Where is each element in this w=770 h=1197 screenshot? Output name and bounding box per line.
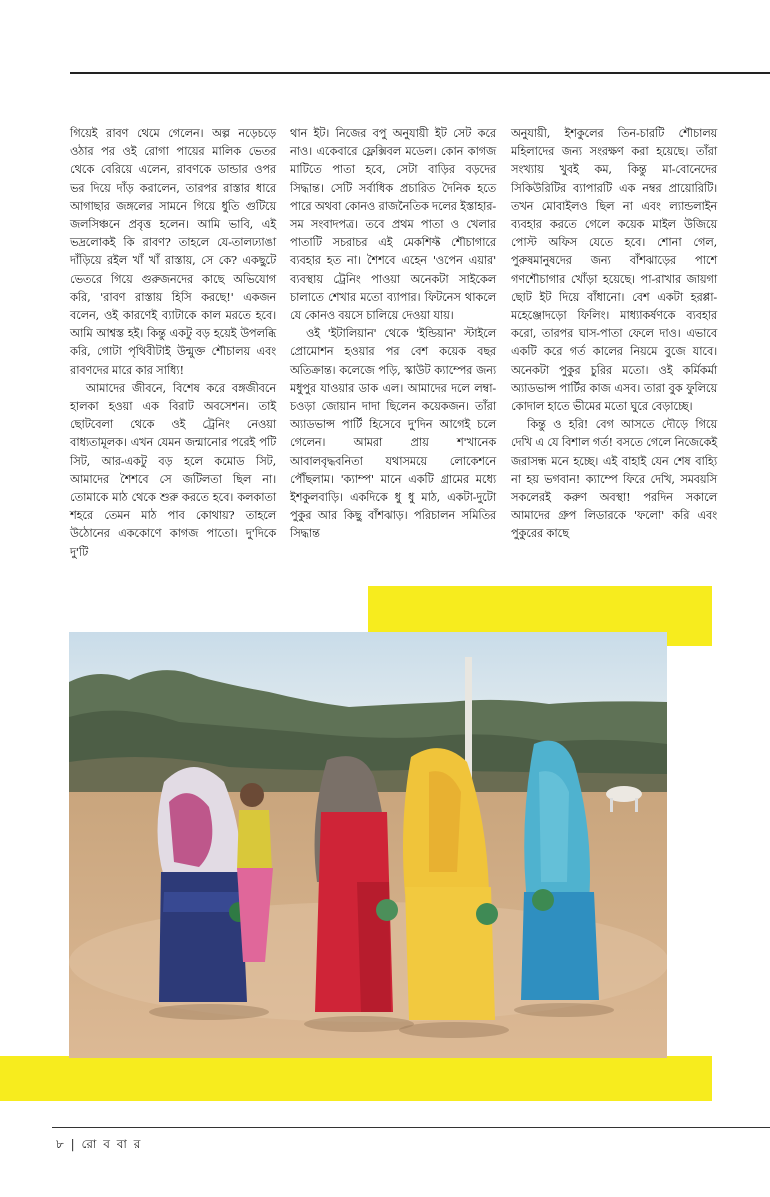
text-column-1 — [70, 124, 276, 561]
paragraph: থান ইট। নিজের বপু অনুযায়ী ইট সেট করে নাও। একেবারে ফ্লেক্সিবল মডেল। কোন কাগজ মাটিতে পাতা হবে, সেটা বাড়ির বড়দের সিদ্ধান্ত। সেটি সর্বাধিক প্রচারিত দৈনিক হতে পারে অথবা কোনও রাজনৈতিক দলের ইস্তাহার-সম সংবাদপত্র। তবে প্রথম পাতা ও খেলার পাতাটি সচরাচর এই মেকশিফ্ট শৌচাগারে ব্যবহার হত না। শৈশবে এহেন 'ওপেন এয়ার' ব্যবস্থায় ট্রেনিং পাওয়া অনেকটা সাইকেল চালাতে শেখার মতো ব্যাপার। ফিটনেস থাকলে যে কোনও বয়সে চালিয়ে দেওয়া যায়। — [290, 126, 496, 323]
paragraph: ওই 'ইটালিয়ান' থেকে 'ইন্ডিয়ান' স্টাইলে প্রোমোশন হওয়ার পর বেশ কয়েক বছর অতিক্রান্ত। কলেজে পড়ি, স্কাউট ক্যাম্পের জন্য মধুপুর যাওয়ার ডাক এল। আমাদের দলে লম্বা-চওড়া জোয়ান দাদা ছিলেন কয়েকজন। তাঁরা অ্যাডভান্স পার্টি হিসেবে দু'দিন আগেই চলে গেলেন। আমরা প্রায় শ'খানেক আবালবৃদ্ধবনিতা যথাসময়ে লোকেশনে পৌঁছলাম। 'ক্যাম্প' মানে একটি গ্রামের মধ্যে ইশকুলবাড়ি। একদিকে ধু ধু মাঠ, একটা-দুটো পুকুর আর কিছু বাঁশঝাড়। পরিচালন সমিতির সিদ্ধান্ত — [290, 326, 496, 541]
paragraph: আমাদের জীবনে, বিশেষ করে বঙ্গজীবনে হালকা হওয়া এক বিরাট অবসেশন। তাই ছোটবেলা থেকে ওই ট্রেনিং নেওয়া বাধ্যতামূলক। এখন যেমন জন্মানোর পরেই পটি সিট, আর-একটু বড় হলে কমোড সিট, আমাদের শৈশবে সে জটিলতা ছিল না। তোমাকে মাঠ থেকে শুরু করতে হবে। কলকাতা শহরে তেমন মাঠ পাব কোথায়? তাহলে উঠোনের এককোণে কাগজ পাতো। দু'দিকে দু'টি — [70, 380, 276, 559]
page-folio: ৮ | রো ব বা র — [56, 1137, 142, 1151]
paragraph: অনুযায়ী, ইশকুলের তিন-চারটি শৌচালয় মহিলাদের জন্য সংরক্ষণ করা হয়েছে। তাঁরা সংখ্যায় খুবই কম, কিন্তু মা-বোনেদের সিকিউরিটির ব্যাপারটি এক নম্বর প্রায়োরিটি। তখন মোবাইলও ছিল না এবং ল্যান্ডলাইন ব্যবহার করতে গেলে কয়েক মাইল উজিয়ে পোস্ট অফিস যেতে হবে। শোনা গেল, পুরুষমানুষদের জন্য বাঁশঝাড়ের পাশে গণশৌচাগার খোঁড়া হয়েছে। পা-রাখার জায়গা ছোট ইট দিয়ে বাঁধানো। বেশ একটা হরপ্পা-মহেঞ্জোদড়ো ফিলিং। মাধ্যাকর্ষণকে ব্যবহার করো, তারপর ঘাস-পাতা ফেলে দাও। এভাবে একটি করে গর্ত কালের নিয়মে বুজে যাবে। অনেকটা পুকুর চুরির মতো। ওই কর্মিকর্মা অ্যাডভান্স পার্টির কাজ এসব। তারা বুক ফুলিয়ে কোদাল হাতে ভীমের মতো ঘুরে বেড়াচ্ছে। — [511, 126, 717, 414]
yellow-accent-band — [0, 1056, 712, 1101]
paragraph: কিন্তু ও হরি! বেগ আসতে দৌড়ে গিয়ে দেখি এ যে বিশাল গর্ত! বসতে গেলে নিজেকেই জরাসন্ধ মনে হচ্ছে। এই বাহাই যেন শেষ বাহ্যি না হয় ভগবান! ক্যাম্পে ফিরে দেখি, সমবয়সি সকলেরই করুণ অবস্থা! পরদিন সকালে আমাদের গ্রুপ লিডারকে 'ফলো' করি এবং পুকুরের কাছে — [511, 417, 717, 541]
paragraph: গিয়েই রাবণ থেমে গেলেন। অল্প নড়েচড়ে ওঠার পর ওই রোগা পায়ের মালিক ভেতর থেকে বেরিয়ে এলেন, রাবণকে ডান্ডার ওপর ভর দিয়ে দাঁড় করালেন, তারপর রাস্তার ধারে আগাছার জঙ্গলের সামনে গিয়ে ধুতি গুটিয়ে জলসিঞ্চনে প্রবৃত্ত হলেন। আমি ভাবি, এই ভদ্রলোকই কি রাবণ? তাহলে যে-তালঢ্যাঙা দাঁড়িয়ে রইল খাঁ খাঁ রাস্তায়, সে কে? একছুটে ভেতরে গিয়ে গুরুজনদের কাছে অভিযোগ করি, 'রাবণ রাস্তায় হিসি করছে!' একজন বলেন, ওই কারণেই ব্যাটাকে কাল মরতে হবে। আমি আশ্বস্ত হই। কিন্তু একটু বড় হয়েই উপলব্ধি করি, গোটা পৃথিবীটাই উন্মুক্ত শৌচালয় এবং রাবণদের মারে কার সাধ্যি! — [70, 126, 276, 377]
article-photo — [69, 632, 667, 1058]
text-column-3 — [511, 124, 717, 543]
header-rule — [70, 72, 770, 74]
text-column-2 — [290, 124, 496, 543]
footer-rule — [52, 1127, 770, 1128]
